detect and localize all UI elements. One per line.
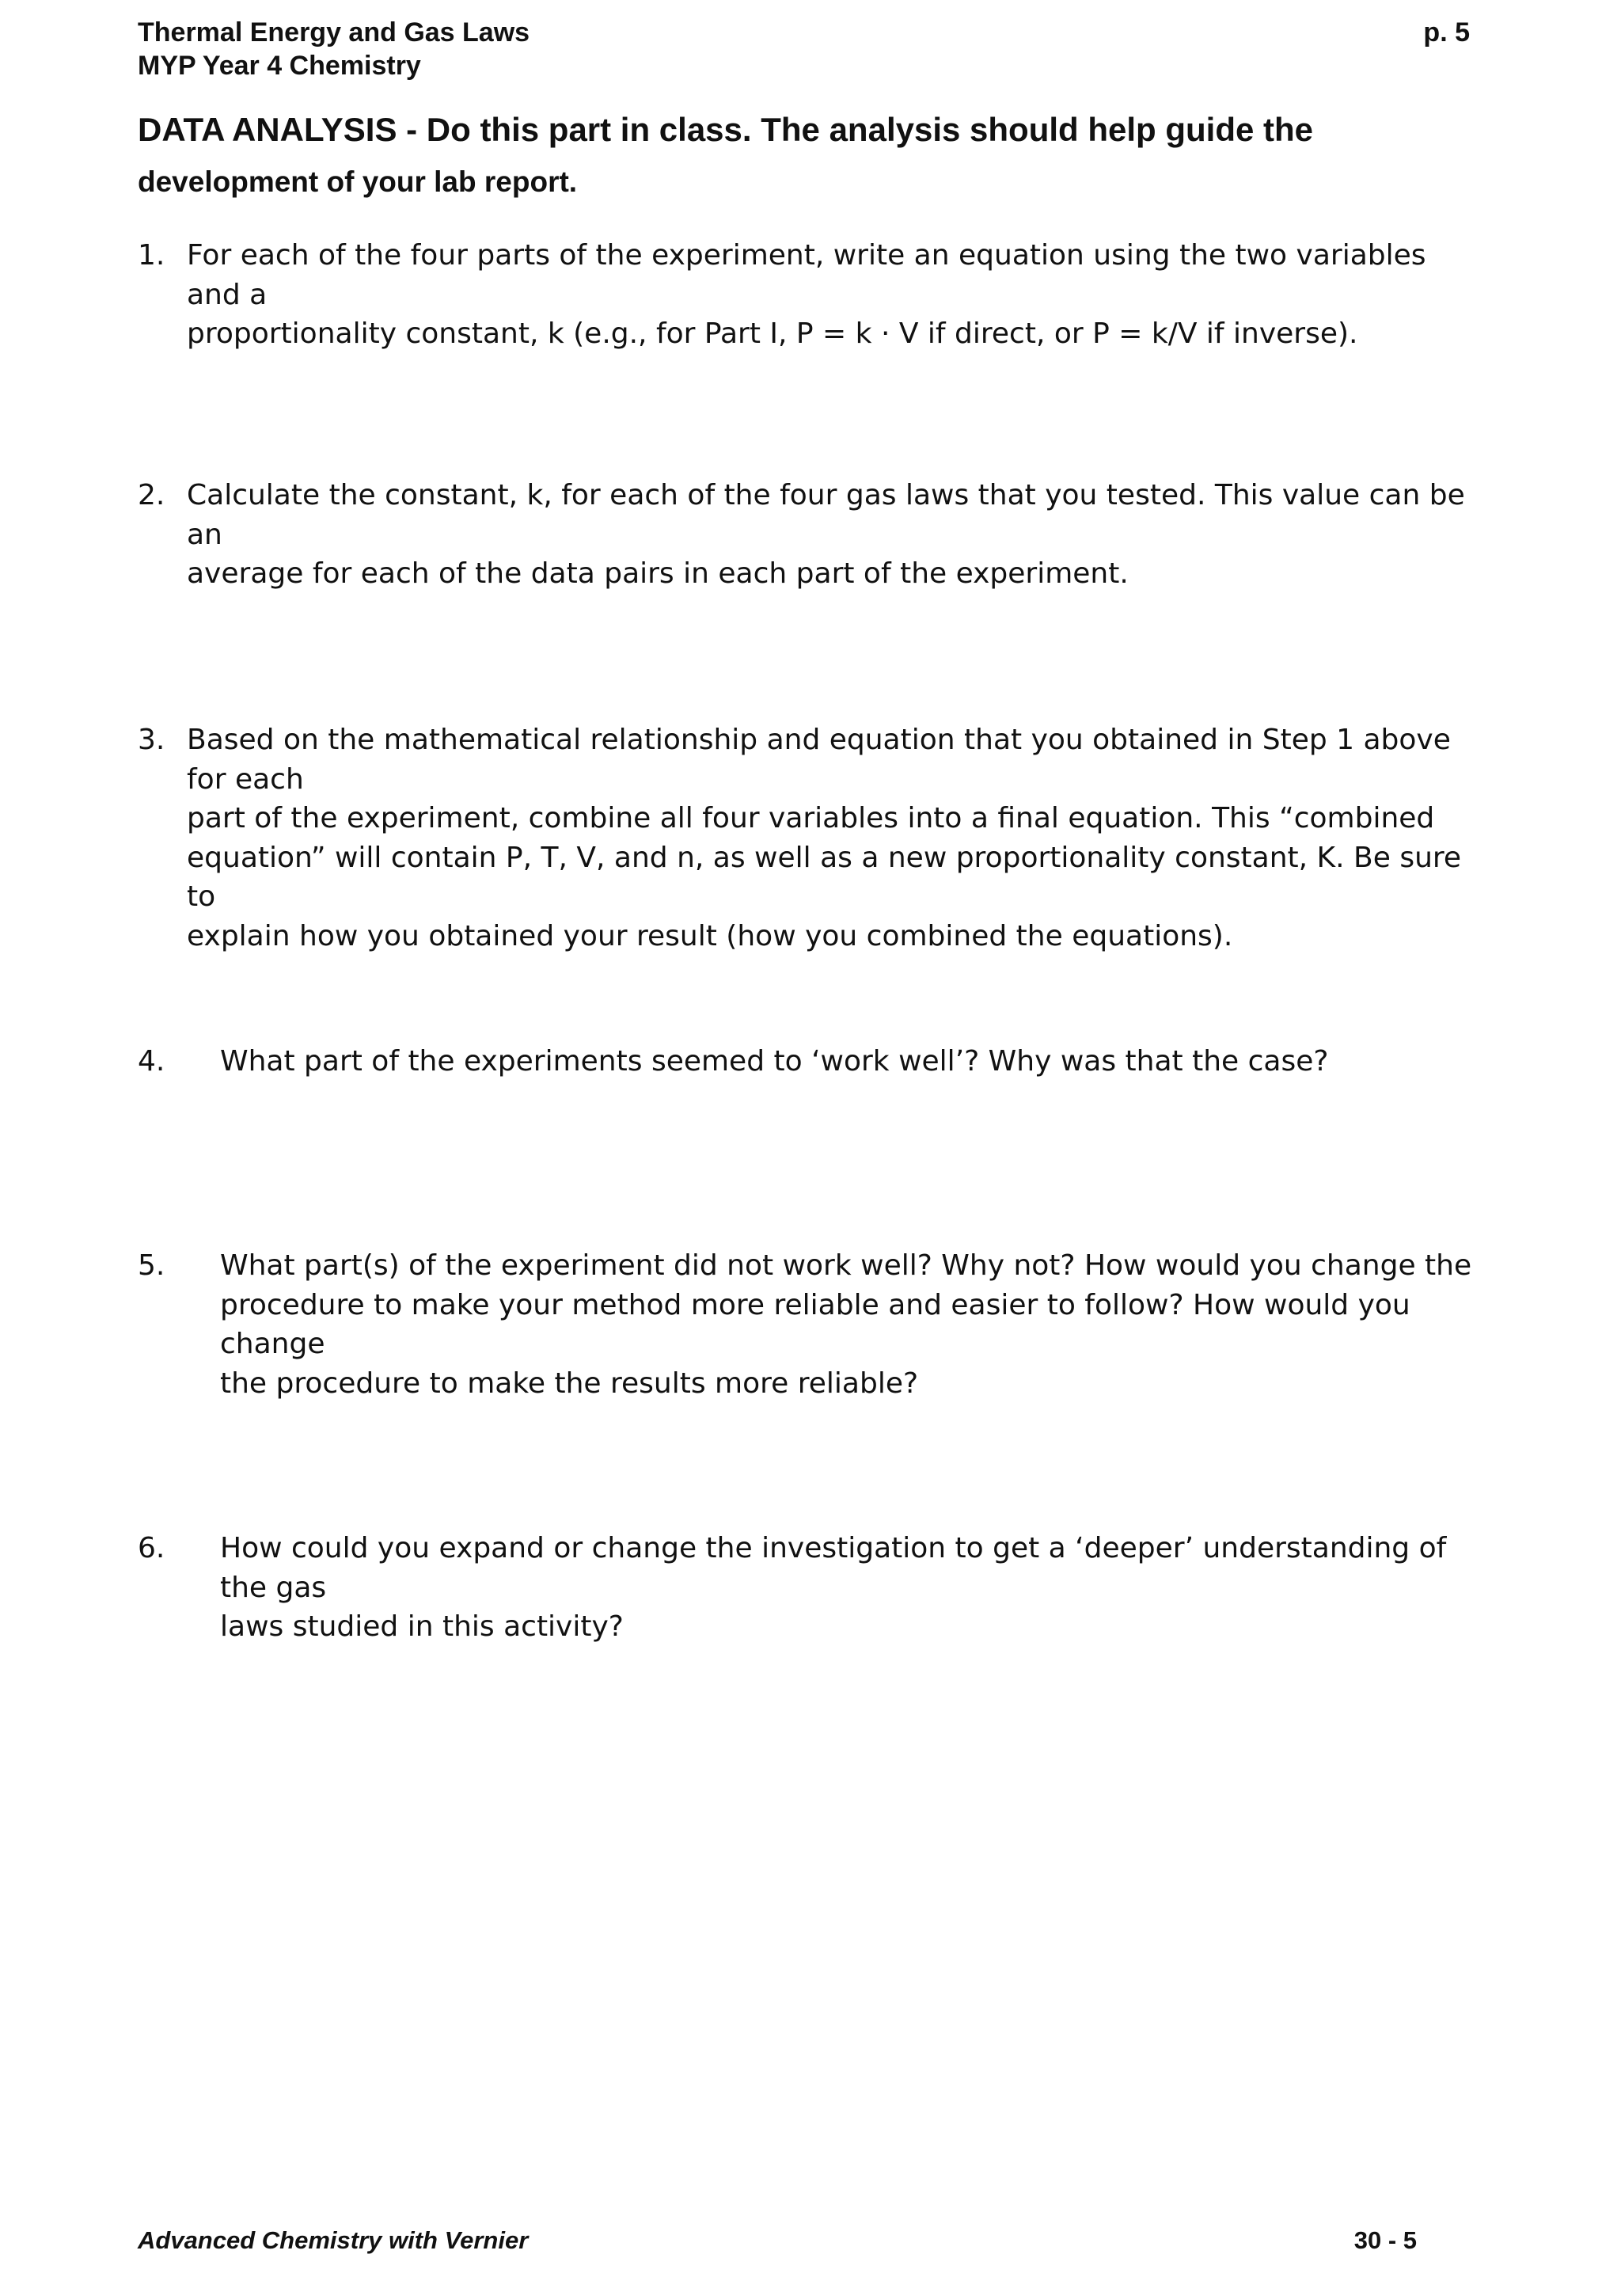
question-line: For each of the four parts of the experiment, write an equation using the two variables and a: [187, 239, 1426, 311]
question-line: procedure to make your method more reliable and easier to follow? How would you change: [220, 1288, 1410, 1360]
header-page-label: p. 5: [1423, 17, 1470, 48]
question-number: 5.: [138, 1249, 165, 1282]
question-text: [220, 1246, 1483, 1403]
question-line: laws studied in this activity?: [220, 1610, 624, 1643]
header-title: Thermal Energy and Gas Laws: [138, 17, 530, 48]
question-text: [220, 1529, 1483, 1647]
section-subheading: development of your lab report.: [138, 165, 578, 198]
question-line: Based on the mathematical relationship and equation that you obtained in Step 1 above for each: [187, 724, 1451, 796]
question-text: [187, 720, 1483, 956]
question-line: What part(s) of the experiment did not work well? Why not? How would you change the: [220, 1249, 1472, 1282]
question-number: 4.: [138, 1045, 165, 1078]
question-line: Calculate the constant, k, for each of the four gas laws that you tested. This value can be an: [187, 479, 1465, 551]
question-number: 6.: [138, 1532, 165, 1564]
question-line: equation” will contain P, T, V, and n, as well as a new proportionality constant, K. Be sure to: [187, 841, 1462, 913]
question-line: How could you expand or change the investigation to get a ‘deeper’ understanding of the gas: [220, 1532, 1447, 1604]
section-heading: DATA ANALYSIS - Do this part in class. The analysis should help guide the: [138, 111, 1314, 148]
question-text: [187, 476, 1483, 594]
question-number: 1.: [138, 239, 165, 272]
question-line: What part of the experiments seemed to ‘work well’? Why was that the case?: [220, 1045, 1329, 1078]
question-line: explain how you obtained your result (how you combined the equations).: [187, 919, 1233, 952]
question-number: 3.: [138, 724, 165, 756]
question-line: part of the experiment, combine all four variables into a final equation. This “combined: [187, 802, 1435, 834]
question-number: 2.: [138, 479, 165, 511]
question-text: [187, 236, 1483, 354]
footer-book-title: Advanced Chemistry with Vernier: [138, 2226, 529, 2254]
question-line: average for each of the data pairs in each part of the experiment.: [187, 557, 1129, 590]
question-line: the procedure to make the results more reliable?: [220, 1367, 919, 1400]
header-subtitle: MYP Year 4 Chemistry: [138, 51, 421, 81]
question-line: proportionality constant, k (e.g., for Part I, P = k · V if direct, or P = k/V if inverse).: [187, 317, 1358, 350]
question-text: [220, 1042, 1483, 1081]
footer-page-number: 30 - 5: [1353, 2226, 1417, 2254]
